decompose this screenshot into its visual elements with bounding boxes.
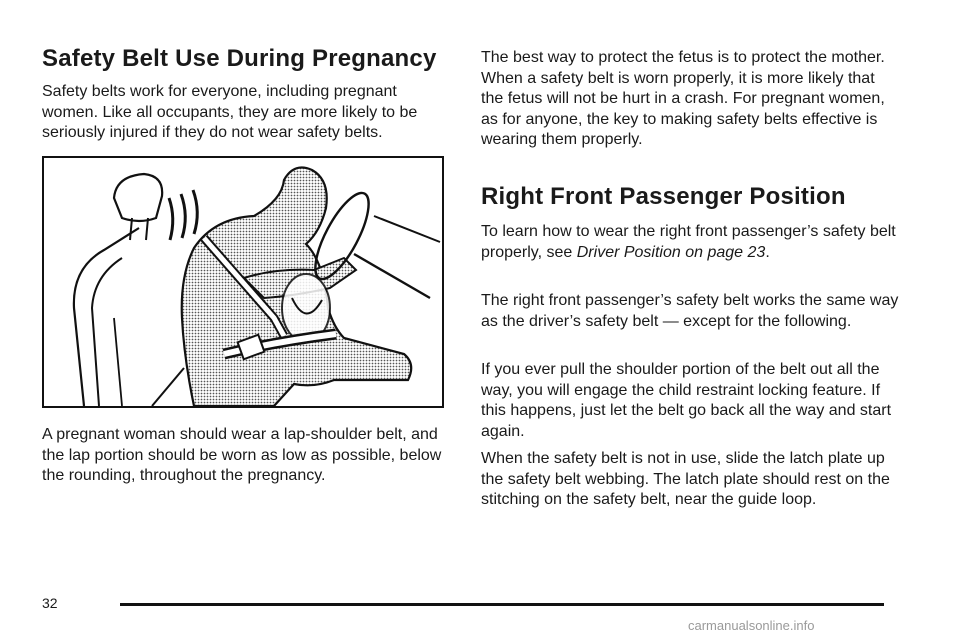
pull-shoulder-paragraph: If you ever pull the shoulder portion of the belt out all the way, you will engage the child restraint locking feature. If this happens, just let the belt go back all the way and start again.: [481, 361, 892, 440]
page-number: 32: [42, 595, 58, 611]
learn-how-suffix: .: [765, 243, 770, 261]
watermark-text: carmanualsonline.info: [688, 618, 815, 633]
protect-fetus-paragraph: The best way to protect the fetus is to protect the mother. When a safety belt is worn properly, it is more likely that the fetus will not be hurt in a crash. For pregnant women, as for anyone, the key to making safety belts effective is wearing them properly.: [481, 49, 885, 148]
pregnancy-intro-paragraph: Safety belts work for everyone, including pregnant women. Like all occupants, they are more likely to be seriously injured if they do not wear safety belts.: [42, 83, 418, 141]
pregnancy-caption-paragraph: A pregnant woman should wear a lap-shoulder belt, and the lap portion should be worn as low as possible, below the rounding, throughout the pregnancy.: [42, 426, 442, 484]
same-way-paragraph: The right front passenger’s safety belt works the same way as the driver’s safety belt — except for the following.: [481, 292, 899, 330]
section-title-pregnancy: Safety Belt Use During Pregnancy: [42, 45, 437, 72]
driver-position-reference-link[interactable]: Driver Position on page 23: [576, 243, 766, 261]
latch-plate-paragraph: When the safety belt is not in use, slide the latch plate up the safety belt webbing. The latch plate should rest on the stitching on the safety belt, near the guide loop.: [481, 450, 890, 508]
illustration-drawing: [44, 158, 442, 406]
learn-how-text: To learn how to wear the right front passenger’s safety belt properly, see: [481, 223, 896, 261]
section-title-right-front-passenger: Right Front Passenger Position: [481, 183, 846, 210]
pregnant-woman-seatbelt-illustration: [42, 156, 444, 408]
learn-how-paragraph: [481, 222, 901, 263]
footer-divider: [120, 603, 884, 606]
